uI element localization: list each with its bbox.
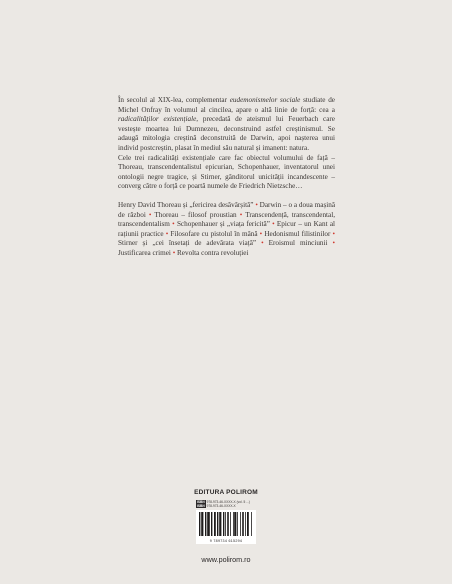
barcode-bar — [205, 512, 206, 536]
contents-item: Revolta contra revoluției — [177, 248, 249, 257]
second-paragraph: Cele trei radicalități existențiale care fac obiectul volumului de față – Thoreau, transcendentalistul epicurian, Schopenhauer, inventatorul unei ontologii negre tragice, și Stirner, gânditorul unicității incandescente – converg către o forță ce poartă numele de Friedrich Nietzsche… — [118, 153, 335, 191]
website-link[interactable]: www.polirom.ro — [201, 555, 251, 564]
barcode-block — [196, 500, 256, 544]
contents-item: Justificarea crimei — [118, 248, 171, 257]
barcode-bar — [220, 512, 221, 536]
blurb-text — [118, 96, 335, 259]
barcode-bar — [230, 512, 231, 536]
isbn-label-2: ISBN — [197, 504, 205, 508]
barcode-bar — [245, 512, 246, 536]
bullet-separator: • — [259, 229, 263, 238]
barcode-bar — [202, 512, 203, 536]
barcode-bar — [251, 512, 252, 536]
contents-item: Filosofare cu pistolul în mână — [170, 229, 258, 238]
isbn-label: ISBN — [197, 500, 205, 504]
barcode-bar — [237, 512, 238, 536]
barcode-bar — [242, 512, 243, 536]
barcode-bar — [227, 512, 228, 536]
bullet-separator: • — [261, 239, 264, 248]
barcode-bar — [215, 512, 216, 536]
intro-emphasis-a: eudemonismelor sociale — [229, 96, 301, 104]
intro-text-c: , precedată de ateismul lui Feuerbach care vestește moartea lui Dumnezeu, deconstruind astfel creștinismul. Se adaugă mitologia creștină deconstruită de Darwin, apoi nașterea unui individ postcreștin, plasat în mediul său natural și imanent: natura. — [118, 115, 335, 152]
contents-item: Stirner și „cei însetați de adevărata viață” — [118, 239, 257, 248]
barcode-bar — [211, 512, 212, 536]
barcode-bar — [234, 512, 235, 536]
barcode-bar — [201, 512, 202, 536]
intro-emphasis-b: radicalităților existențiale — [118, 115, 197, 124]
barcode-bar — [209, 512, 210, 536]
contents-item: Transcendență, transcendental, transcendentalism — [118, 210, 336, 229]
contents-item: Henry David Thoreau și „fericirea desăvârșită” — [118, 200, 254, 209]
contents-item: Schopenhauer și „viața fericită” — [176, 220, 270, 229]
barcode-bar — [240, 512, 241, 536]
barcode-bar — [233, 512, 234, 536]
isbn-line-2 — [196, 504, 256, 508]
bullet-separator: • — [255, 200, 258, 209]
barcode-bar — [225, 512, 226, 536]
bullet-separator: • — [172, 220, 175, 229]
bullet-separator: • — [332, 239, 336, 248]
intro-text-b: studiate de Michel Onfray în volumul al cincilea, apare o altă linie de forță: cea a — [118, 96, 335, 114]
bullet-separator: • — [272, 220, 275, 229]
contents-item: Epicur – un Kant al rațiunii practice — [118, 220, 336, 238]
contents-list — [118, 201, 335, 259]
barcode-bar — [219, 512, 220, 536]
bullet-separator: • — [148, 210, 152, 219]
barcode-bar — [199, 512, 200, 536]
barcode-bar — [248, 512, 249, 536]
bullet-separator: • — [239, 210, 243, 219]
barcode — [196, 510, 256, 544]
bullet-separator: • — [165, 229, 169, 238]
publisher-name: EDITURA POLIROM — [194, 489, 258, 496]
contents-item: Thoreau – filosof proustian — [154, 210, 237, 219]
barcode-bar — [223, 512, 224, 536]
barcode-bar — [235, 512, 236, 536]
intro-paragraph — [118, 96, 335, 154]
barcode-digits: 9 789734 615294 — [209, 539, 243, 543]
bullet-separator: • — [332, 229, 335, 238]
barcode-bars — [199, 512, 253, 536]
contents-item: Hedonismul filistinilor — [264, 229, 331, 238]
contents-item: Darwin – o a doua mașină de război — [118, 200, 336, 219]
barcode-bar — [207, 512, 208, 536]
intro-text-a: În secolul al XIX-lea, complementar — [118, 96, 230, 104]
barcode-bar — [217, 512, 218, 536]
barcode-bar — [228, 512, 229, 536]
contents-item: Eroismul minciunii — [268, 239, 328, 248]
barcode-bar — [243, 512, 244, 536]
isbn-value-1: 978-973-46-XXXX-X (vol. 5 ...) — [206, 500, 250, 504]
bullet-separator: • — [172, 248, 176, 257]
isbn-value-2: 978-973-46-XXXX-X — [206, 504, 236, 508]
